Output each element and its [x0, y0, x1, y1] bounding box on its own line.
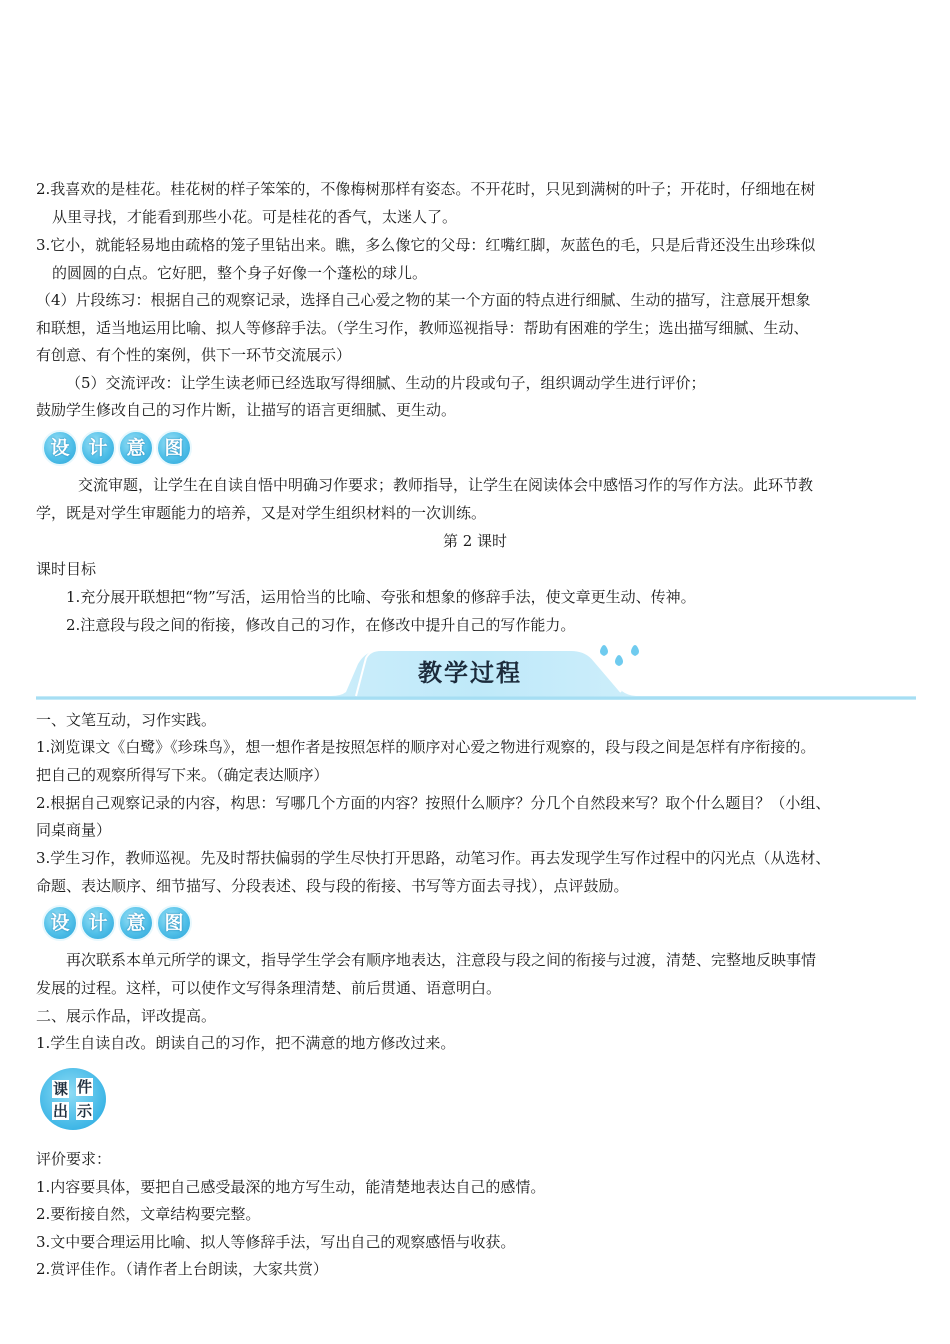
- paragraph-line: 和联想，适当地运用比喻、拟人等修辞手法。（学生习作，教师巡视指导：帮助有困难的学生；选出描写细腻、生动、: [36, 319, 809, 337]
- paragraph-line: 有创意、有个性的案例，供下一环节交流展示）: [36, 346, 352, 364]
- design-intent-badge: [42, 430, 192, 466]
- design-intent-text: 再次联系本单元所学的课文，指导学生学会有顺序地表达，注意段与段之间的衔接与过渡，清楚、完整地反映事情: [66, 951, 817, 969]
- paragraph-line: 二、展示作品，评改提高。: [36, 1007, 217, 1025]
- paragraph-line: 1.浏览课文《白鹭》《珍珠鸟》，想一想作者是按照怎样的顺序对心爱之物进行观察的，段与段之间是怎样有序衔接的。: [36, 738, 816, 756]
- design-intent-badge: [42, 905, 192, 941]
- badge-char: 课: [53, 1080, 69, 1098]
- badge-char: 设: [42, 430, 78, 466]
- paragraph-line: 2.我喜欢的是桂花。桂花树的样子笨笨的，不像梅树那样有姿态。不开花时，只见到满树的叶子；开花时，仔细地在树: [36, 180, 816, 198]
- courseware-badge-circle: [40, 1068, 106, 1130]
- design-intent-text: 学，既是对学生审题能力的培养，又是对学生组织材料的一次训练。: [36, 504, 487, 522]
- design-intent-text: 交流审题，让学生在自读自悟中明确习作要求；教师指导，让学生在阅读体会中感悟习作的写作方法。此环节教: [78, 476, 814, 494]
- eval-item: 2.要衔接自然，文章结构要完整。: [36, 1205, 261, 1223]
- badge-char: 意: [118, 905, 154, 941]
- badge-char: 图: [156, 905, 192, 941]
- paragraph-line: 同桌商量）: [36, 821, 112, 839]
- badge-char: 图: [156, 430, 192, 466]
- teaching-process-title: 教学过程: [418, 659, 522, 687]
- badge-char: 设: [42, 905, 78, 941]
- eval-item: 1.内容要具体，要把自己感受最深的地方写生动，能清楚地表达自己的感情。: [36, 1178, 546, 1196]
- paragraph-line: 一、文笔互动，习作实践。: [36, 711, 217, 729]
- design-intent-text: 发展的过程。这样，可以使作文写得条理清楚、前后贯通、语意明白。: [36, 979, 502, 997]
- paragraph-line: 把自己的观察所得写下来。（确定表达顺序）: [36, 766, 329, 784]
- eval-label: 评价要求：: [36, 1150, 112, 1168]
- paragraph-line: 命题、表达顺序、细节描写、分段表述、段与段的衔接、书写等方面去寻找），点评鼓励。: [36, 877, 629, 895]
- paragraph-line: 的圆圆的白点。它好肥，整个身子好像一个蓬松的球儿。: [52, 264, 428, 282]
- paragraph-line: （5）交流评改：让学生读老师已经选取写得细腻、生动的片段或句子，组织调动学生进行评价；: [66, 374, 706, 392]
- badge-char: 示: [77, 1102, 93, 1120]
- badge-char: 计: [80, 430, 116, 466]
- objective-item: 1.充分展开联想把“物”写活，运用恰当的比喻、夸张和想象的修辞手法，使文章更生动、传神。: [66, 588, 696, 606]
- badge-char: 出: [53, 1102, 69, 1120]
- courseware-badge: [40, 1068, 110, 1130]
- paragraph-line: 3.它小，就能轻易地由疏格的笼子里钻出来。瞧，多么像它的父母：红嘴红脚，灰蓝色的毛，只是后背还没生出珍珠似: [36, 236, 816, 254]
- eval-item: 3.文中要合理运用比喻、拟人等修辞手法，写出自己的观察感悟与收获。: [36, 1233, 516, 1251]
- paragraph-line: 1.学生自读自改。朗读自己的习作，把不满意的地方修改过来。: [36, 1034, 456, 1052]
- paragraph-line: 2.赏评佳作。（请作者上台朗读，大家共赏）: [36, 1260, 328, 1278]
- paragraph-line: 3.学生习作，教师巡视。先及时帮扶偏弱的学生尽快打开思路，动笔习作。再去发现学生写作过程中的闪光点（从选材、: [36, 849, 831, 867]
- lesson-title: 第 2 课时: [442, 532, 508, 550]
- badge-char: 意: [118, 430, 154, 466]
- paragraph-line: 从里寻找，才能看到那些小花。可是桂花的香气，太迷人了。: [52, 208, 458, 226]
- objective-item: 2.注意段与段之间的衔接，修改自己的习作，在修改中提升自己的写作能力。: [66, 616, 576, 634]
- paragraph-line: （4）片段练习：根据自己的观察记录，选择自己心爱之物的某一个方面的特点进行细腻、生动的描写，注意展开想象: [36, 291, 811, 309]
- paragraph-line: 2.根据自己观察记录的内容，构思：写哪几个方面的内容？按照什么顺序？分几个自然段来写？取个什么题目？（小组、: [36, 794, 831, 812]
- objectives-label: 课时目标: [36, 560, 97, 578]
- badge-char: 件: [77, 1078, 93, 1096]
- badge-char: 计: [80, 905, 116, 941]
- paragraph-line: 鼓励学生修改自己的习作片断，让描写的语言更细腻、更生动。: [36, 401, 457, 419]
